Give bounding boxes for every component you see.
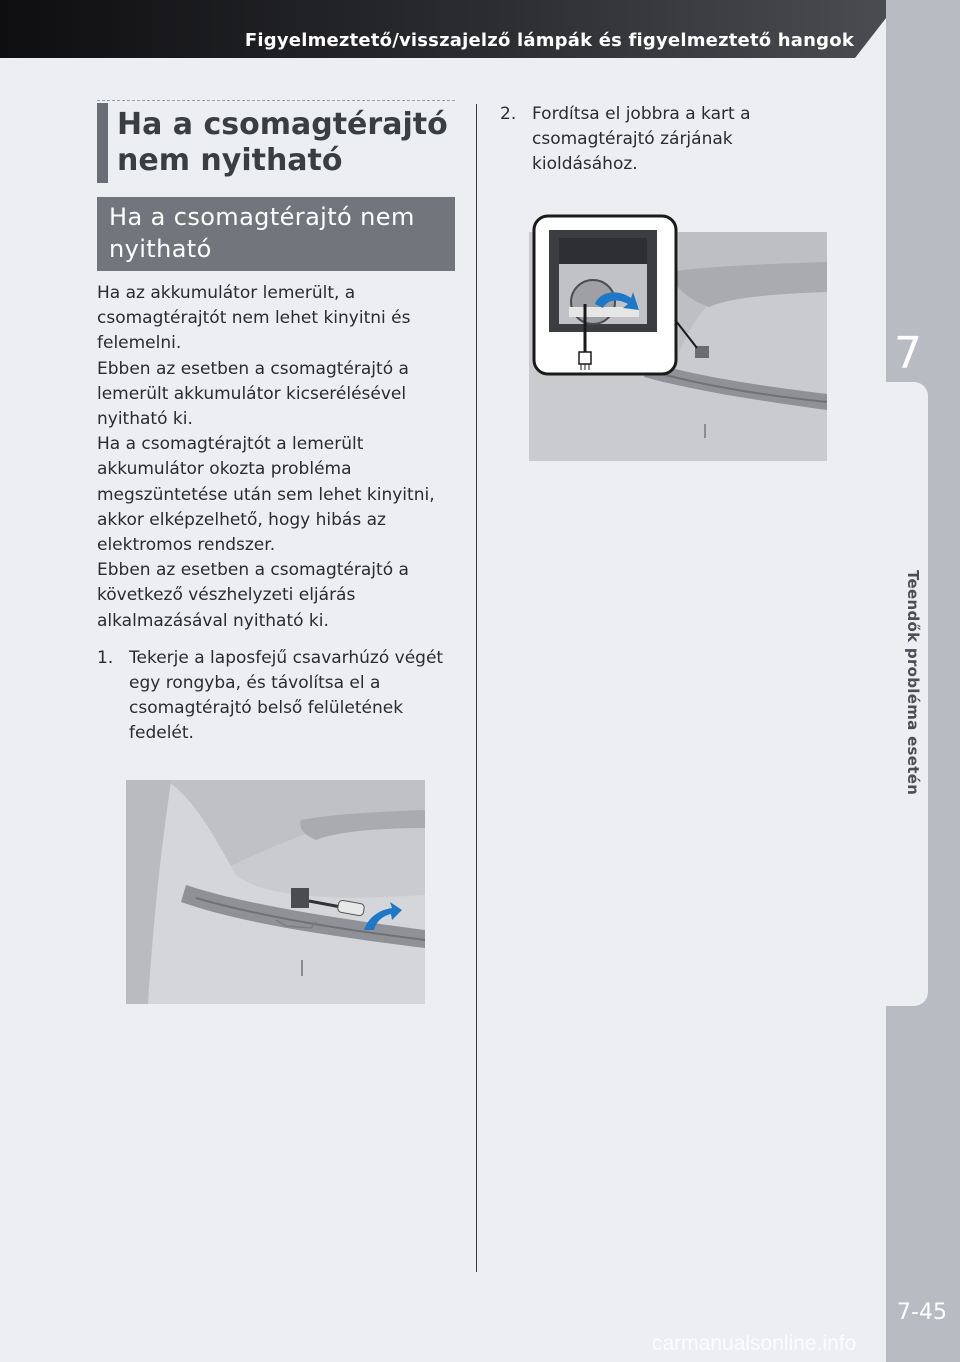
watermark: carmanualsonline.info <box>652 1332 857 1355</box>
heading-bar <box>97 103 108 183</box>
step-text: Tekerje a laposfejű csavarhúzó végét egy rongyba, és távolítsa el a csomagtérajtó belső felületének fedelét. <box>129 647 444 744</box>
section-heading-block <box>97 100 455 179</box>
paragraph: Ha az akkumulátor lemerült, a csomagtérajtót nem lehet kinyitni és felemelni. <box>97 283 411 354</box>
column-divider <box>476 104 477 1272</box>
page-header <box>0 0 960 58</box>
step-text: Fordítsa el jobbra a kart a csomagtérajtó zárjának kioldásához. <box>532 104 751 175</box>
chapter-number: 7 <box>894 328 922 379</box>
step-number: 2. <box>500 104 517 124</box>
right-column <box>500 100 840 178</box>
cover-clip <box>291 888 309 908</box>
body-text <box>97 281 455 634</box>
paragraph: Ha a csomagtérajtót a lemerült akkumulátor okozta probléma megszüntetése után sem lehet kinyitni, akkor elképzelhető, hogy hibás az elektromos rendszer. <box>97 434 435 556</box>
illustration-remove-cover <box>126 780 425 1004</box>
left-column <box>97 100 455 747</box>
chapter-title: Teendők probléma esetén <box>904 570 922 796</box>
section-heading: Ha a csomagtérajtó nem nyitható <box>117 107 448 178</box>
header-title: Figyelmeztető/visszajelző lámpák és figyelmeztető hangok <box>244 30 854 51</box>
paragraph: Ebben az esetben a csomagtérajtó a következő vészhelyzeti eljárás alkalmazásával nyitható ki. <box>97 560 409 631</box>
illustration-release-lever <box>529 212 827 461</box>
paragraph: Ebben az esetben a csomagtérajtó a lemerült akkumulátor kicserélésével nyitható ki. <box>97 358 409 430</box>
page-number: 7-45 <box>897 1300 947 1325</box>
step-number: 1. <box>97 647 114 668</box>
screwdriver-icon <box>579 352 591 364</box>
section-subheading: Ha a csomagtérajtó nem nyitható <box>97 197 455 271</box>
step-2 <box>500 102 840 178</box>
step-1 <box>97 646 455 747</box>
